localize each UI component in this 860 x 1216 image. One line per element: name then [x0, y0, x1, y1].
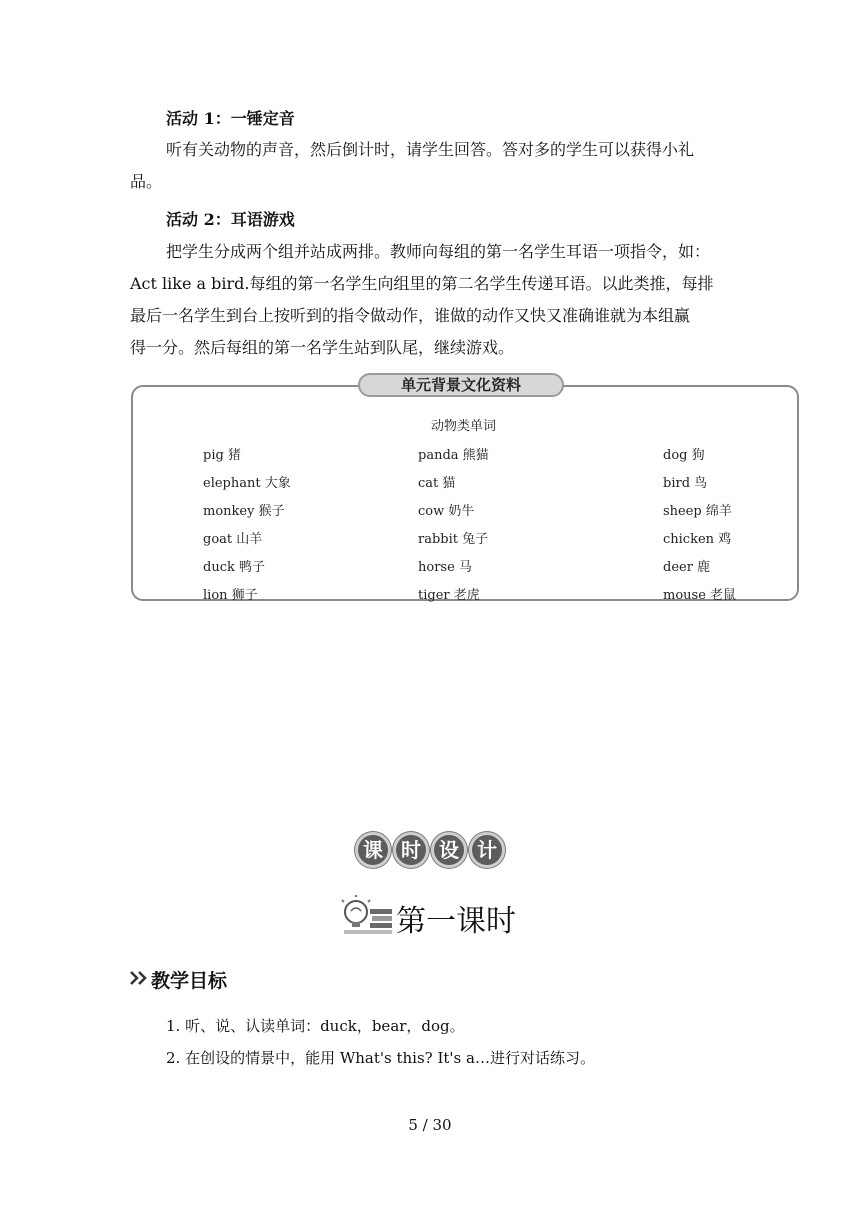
vocab-item: elephant 大象: [203, 476, 291, 491]
vocab-item: duck 鸭子: [203, 560, 265, 575]
section-badge: 课: [355, 832, 391, 868]
vocab-item: cat 猫: [418, 476, 456, 491]
vocab-item: mouse 老鼠: [663, 588, 737, 603]
lesson-title: 第一课时: [396, 904, 516, 939]
goal-item: 1. 听、说、认读单词：duck，bear，dog。: [166, 1017, 465, 1035]
lightbulb-books-icon: [340, 895, 394, 941]
goals-title: 教学目标: [151, 970, 228, 992]
vocab-item: pig 猪: [203, 448, 241, 463]
goal-item: 2. 在创设的情景中，能用 What's this? It's a…进行对话练习。: [166, 1049, 595, 1067]
vocab-item: sheep 绵羊: [663, 504, 732, 519]
section-badges: [355, 832, 505, 868]
activity-2-title: 活动 2：耳语游戏: [166, 210, 295, 229]
vocab-item: monkey 猴子: [203, 504, 285, 519]
vocab-item: lion 狮子: [203, 588, 258, 603]
activity-1-line-1: 听有关动物的声音，然后倒计时，请学生回答。答对多的学生可以获得小礼: [166, 140, 695, 159]
vocab-item: horse 马: [418, 560, 472, 575]
double-chevron-icon: [130, 970, 150, 989]
activity-2-line-1: 把学生分成两个组并站成两排。教师向每组的第一名学生耳语一项指令，如：: [166, 242, 711, 261]
section-badge: 时: [393, 832, 429, 868]
section-badge: 设: [431, 832, 467, 868]
vocab-item: tiger 老虎: [418, 588, 480, 603]
activity-2-line-2: Act like a bird.每组的第一名学生向组里的第二名学生传递耳语。以此类推，每排: [130, 274, 714, 293]
page-number: 5 / 30: [408, 1116, 452, 1134]
vocab-item: chicken 鸡: [663, 532, 732, 547]
vocab-item: dog 狗: [663, 448, 705, 463]
vocab-item: panda 熊猫: [418, 448, 489, 463]
activity-2-line-3: 最后一名学生到台上按听到的指令做动作，谁做的动作又快又准确谁就为本组赢: [130, 306, 691, 325]
vocab-item: cow 奶牛: [418, 504, 475, 519]
activity-1-title: 活动 1：一锤定音: [166, 109, 295, 128]
vocab-item: rabbit 兔子: [418, 532, 489, 547]
activity-2-line-4: 得一分。然后每组的第一名学生站到队尾，继续游戏。: [130, 338, 515, 357]
vocab-item: deer 鹿: [663, 560, 711, 575]
vocab-item: goat 山羊: [203, 532, 263, 547]
vocab-item: bird 鸟: [663, 476, 708, 491]
section-badge: 计: [469, 832, 505, 868]
culture-box-subtitle: 动物类单词: [431, 419, 497, 434]
activity-1-line-2: 品。: [130, 172, 163, 191]
culture-box-title: 单元背景文化资料: [358, 373, 564, 397]
